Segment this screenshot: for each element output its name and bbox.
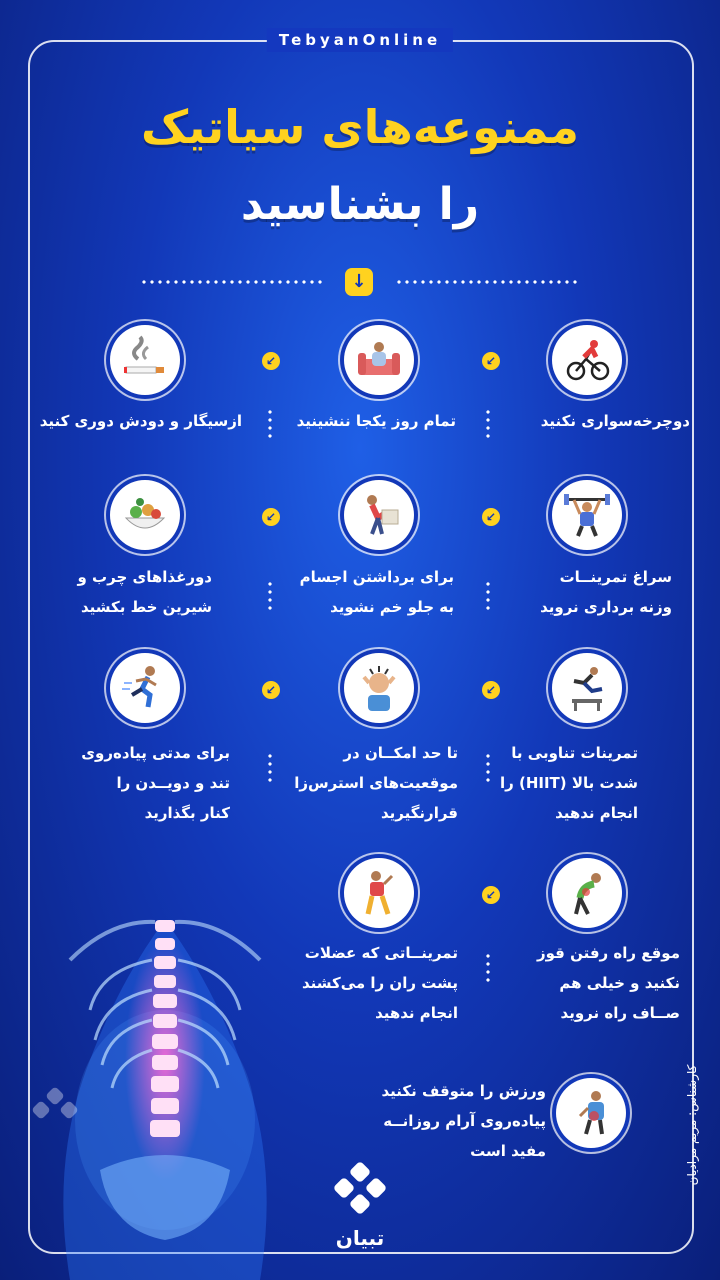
item-text: سراغ تمرینــات وزنه برداری نروید (540, 568, 672, 616)
item-text: تا حد امکــان در موقعیت‌های استرس‌زا قرارنگیرید (294, 744, 458, 822)
arrow-link-icon: ↙ (262, 508, 280, 526)
weightlifter-icon (552, 480, 622, 550)
arrow-link-icon: ↙ (262, 681, 280, 699)
tebyan-logo (322, 1160, 398, 1260)
item-text: موقع راه رفتن قوز نکنید و خیلی هم صــاف راه نروید (537, 944, 680, 1022)
item-text: دورغذاهای چرب و شیرین خط بکشید (77, 568, 212, 616)
expert-credit-text: کارشناس: مریم مرادیان (685, 1064, 699, 1186)
arrow-link-icon: ↙ (482, 886, 500, 904)
arrow-link-icon: ↙ (482, 508, 500, 526)
item-text: تمام روز یکجا ننشینید (296, 412, 456, 430)
lifting-box-icon (344, 480, 414, 550)
arrow-down-icon: ↓ (345, 268, 373, 296)
item-text: برای برداشتن اجسام به جلو خم نشوید (299, 568, 454, 616)
back-pain-walking-icon (552, 858, 622, 928)
divider-dots-left (140, 280, 325, 284)
arrow-link-icon: ↙ (482, 352, 500, 370)
item-text: ازسیگار و دودش دوری کنید (39, 412, 242, 430)
item-text: تمرینات تناوبی با شدت بالا (HIIT) را انجام ندهید (499, 744, 638, 822)
spine-illustration (30, 860, 300, 1280)
hamstring-stretch-icon (344, 858, 414, 928)
back-pain-icon (556, 1078, 626, 1148)
fatty-food-icon (110, 480, 180, 550)
tebyan-logo-mark-icon (330, 1160, 390, 1220)
title-line-1: ممنوعه‌های سیاتیک (140, 100, 580, 154)
title-divider (140, 268, 580, 296)
logo-text: تبیان (335, 1226, 385, 1250)
item-text: دوچرخه‌سواری نکنید (540, 412, 690, 430)
cyclist-icon (552, 325, 622, 395)
watermark-logo (30, 1085, 80, 1139)
separator-dots (268, 752, 272, 786)
separator-dots (486, 580, 490, 614)
runner-icon (110, 653, 180, 723)
separator-dots (486, 952, 490, 986)
separator-dots (268, 580, 272, 614)
item-text: برای مدتی پیاده‌روی تند و دویــدن را کنار بگذارید (81, 744, 230, 822)
separator-dots (486, 408, 490, 442)
separator-dots (486, 752, 490, 786)
item-text: ورزش را متوقف نکنید پیاده‌روی آرام روزانــه مفید است (381, 1082, 546, 1160)
sitting-on-sofa-icon (344, 325, 414, 395)
stressed-person-icon (344, 653, 414, 723)
separator-dots (268, 408, 272, 442)
title-line-2: را بشناسید (240, 179, 480, 230)
brand-top-label: TebyanOnline (267, 28, 453, 52)
cigarette-icon (110, 325, 180, 395)
arrow-link-icon: ↙ (262, 352, 280, 370)
jumping-icon (552, 653, 622, 723)
expert-credit (682, 1040, 702, 1210)
divider-dots-right (395, 280, 580, 284)
arrow-link-icon: ↙ (482, 681, 500, 699)
item-text: تمرینــاتی که عضلات پشت ران را می‌کشند انجام ندهید (301, 944, 458, 1022)
